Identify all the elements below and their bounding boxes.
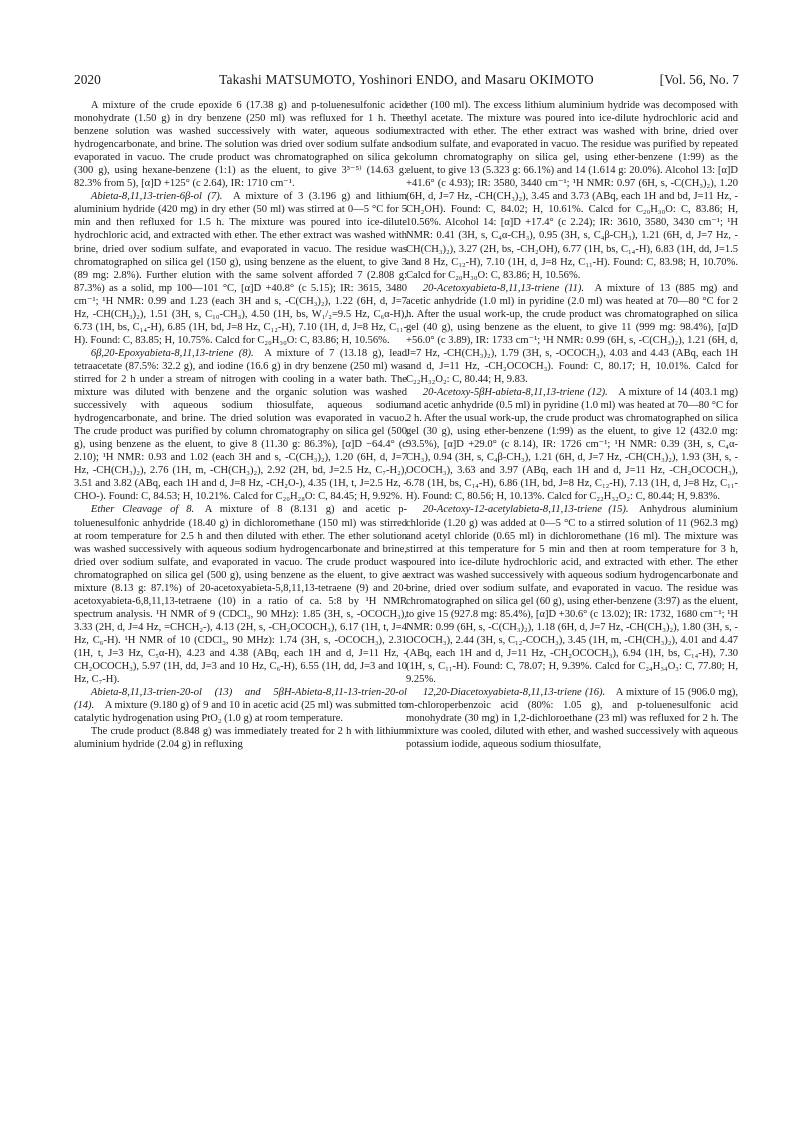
paragraph-text: A mixture of 3 (3.196 g) and lithium aluminium hydride (420 mg) in dry ether (50 ml) was stirred at 0—5 °C for 5 min and then refluxed for 1.5 h. The mixture was poured into ice-dilute hydrochloric acid, and extracted with ether. The ether extract was washed with brine, dried over sodium sulfate, and evaporated in vacuo. The residue was chromatographed on silica gel (150 g), using benzene as the eluent, to give 3 (89 mg: 2.8%). Further elution with the same solvent afforded 7 (2.808 g: 87.3%) as a solid, mp 100—101 °C, [α]D +40.8° (c 5.15); IR: 3615, 3480 cm⁻¹; ¹H NMR: 0.99 and 1.23 (each 3H and s, -C(CH₃)₂), 1.22 (6H, d, J=7 Hz, -CH(CH₃)₂), 1.51 (3H, s, C₁₀-CH₃), 4.50 (1H, bs, W₁/₂=9.5 Hz, C₆α-H), 6.73 (1H, bs, C₁₄-H), 6.85 (1H, bd, J=8 Hz, C₁₂-H), 7.10 (1H, d, J=8 Hz, C₁₁-H). Found: C, 83.85; H, 10.75%. Calcd for C₂₀H₃₀O: C, 83.86; H, 10.56%.: [74, 191, 407, 346]
paragraph-text: A mixture of 7 (13.18 g), lead tetraacetate (87.5%: 32.2 g), and iodine (16.6 g) in dry benzene (250 ml) was stirred for 2 h under a stream of nitrogen with cooling in a water bath. The mixture was diluted with benzene and the organic solution was washed successively with aqueous sodium thiosulfate, aqueous sodium hydrogencarbonate, and brine. The dried solution was evaporated in vacuo. The crude product was purified by column chromatography on silica gel (500 g), using benzene as the eluent, to give 8 (11.30 g: 86.3%), [α]D −64.4° (c 2.10); ¹H NMR: 0.93 and 1.02 (each 3H and s, -C(CH₃)₂), 1.20 (6H, d, J=7 Hz, -CH(CH₃)₂), 2.76 (1H, m, -CH(CH₃)₂), 2.92 (2H, bd, J=2.5 Hz, C₇-H₂), 3.51 and 3.82 (ABq, each 1H and d, J=8 Hz, -CH₂O-), 4.35 (1H, t, J=2.5 Hz, -CHO-). Found: C, 84.53; H, 10.21%. Calcd for C₂₀H₂₈O: C, 84.45; H, 9.92%.: [74, 347, 407, 503]
paragraph-text: The crude product (8.848 g) was immediately treated for 2 h with lithium aluminium hydride (2.04 g) in refluxing: [74, 726, 407, 751]
volume-issue: [Vol. 56, No. 7: [659, 72, 739, 87]
paragraph-text: ether (100 ml). The excess lithium aluminium hydride was decomposed with ethyl acetate. The mixture was poured into ice-dilute hydrochloric acid and extracted with ether. The ether extract was washed with brine, dried over sodium sulfate, and evaporated in vacuo. The residue was purified by repeated column chromatography on silica gel, using ether-benzene (1:99) as the eluent, to give 13 (5.323 g: 66.1%) and 14 (1.614 g: 20.0%). Alcohol 13: [α]D +41.6° (c 4.93); IR: 3580, 3440 cm⁻¹; ¹H NMR: 0.97 (6H, s, -C(CH₃)₂), 1.20 (6H, d, J=7 Hz, -CH(CH₃)₂), 3.45 and 3.73 (ABq, each 1H and bd, J=11 Hz, -CH₂OH). Found: C, 84.02; H, 10.61%. Calcd for C₂₀H₃₀O: C, 83.86; H, 10.56%. Alcohol 14: [α]D +17.4° (c 2.24); IR: 3610, 3580, 3430 cm⁻¹; ¹H NMR: 0.41 (3H, s, C₄α-CH₃), 0.95 (3H, s, C₄β-CH₃), 1.21 (6H, d, J=7 Hz, -CH(CH₃)₂), 3.27 (2H, bs, -CH₂OH), 6.77 (1H, bs, C₁₄-H), 6.83 (1H, dd, J=1.5 and 8 Hz, C₁₂-H), 7.10 (1H, d, J=8 Hz, C₁₁-H). Found: C, 83.98; H, 10.70%. Calcd for C₂₀H₃₀O: C, 83.86; H, 10.56%.: [406, 100, 738, 281]
paragraph-text: A mixture of the crude epoxide 6 (17.38 g) and p-toluenesulfonic acid monohydrate (1.50 g) in dry benzene (250 ml) was refluxed for 1 h. The benzene solution was washed successively with water, aqueous sodium hydrogencarbonate, and brine. The solution was dried over sodium sulfate and evaporated in vacuo. The crude product was chromatographed on silica gel (300 g), using hexane-benzene (1:1) as the eluent, to give 3³⁻⁵⁾ (14.63 g: 82.3% from 5), [α]D +125° (c 2.64), IR: 1710 cm⁻¹.: [74, 100, 407, 190]
left-text-column: [74, 99, 407, 751]
body-paragraph: [74, 725, 407, 751]
experimental-section: [74, 190, 407, 347]
paragraph-text: A mixture of 13 (885 mg) and acetic anhydride (1.0 ml) in pyridine (2.0 ml) was heated at 70—80 °C for 2 h. After the usual work-up, the crude product was chromatographed on silica gel (40 g), using benzene as the eluent, to give 11 (999 mg: 98.4%), [α]D +56.0° (c 3.89), IR: 1733 cm⁻¹; ¹H NMR: 0.99 (6H, s, -C(CH₃)₂), 1.21 (6H, d, J=7 Hz, -CH(CH₃)₂), 1.79 (3H, s, -OCOCH₃), 4.03 and 4.43 (ABq, each 1H and d, J=11 Hz, -CH₂OCOCH₃). Found: C, 80.17; H, 10.01%. Calcd for C₂₂H₃₂O₂: C, 80.44; H, 9.83.: [406, 282, 738, 385]
paragraph-text: A mixture (9.180 g) of 9 and 10 in acetic acid (25 ml) was submitted to catalytic hydrogenation using PtO₂ (1.0 g) at room temperature.: [74, 700, 407, 725]
experimental-section: [406, 686, 738, 751]
section-heading: Ether Cleavage of 8.: [90, 504, 195, 516]
running-header: [74, 72, 739, 90]
paragraph-text: A mixture of 15 (906.0 mg), m-chloroperbenzoic acid (80%: 1.05 g), and p-toluenesulfonic acid monohydrate (30 mg) in 1,2-dichloroethane (23 ml) was refluxed for 2 h. The mixture was cooled, diluted with ether, and washed successively with aqueous potassium iodide, aqueous sodium thiosulfate,: [406, 687, 738, 751]
experimental-section: [74, 686, 407, 725]
experimental-section: [406, 386, 738, 503]
paragraph-text: A mixture of 8 (8.131 g) and acetic p-toluenesulfonic anhydride (18.40 g) in dichloromethane (150 ml) was stirred at room temperature for 2.5 h and then diluted with ether. The ether solution was washed successively with aqueous sodium hydrogencarbonate and brine, dried over sodium sulfate, and evaporated in vacuo. The crude product was chromatographed on silica gel (500 g), using benzene as the eluent, to give a mixture (8.13 g: 87.1%) of 20-acetoxyabieta-5,8,11,13-tetraene (9) and 20-acetoxyabieta-6,8,11,13-tetraene (10) in a ratio of ca. 5:8 by ¹H NMR spectrum analysis. ¹H NMR of 9 (CDCl₃, 90 MHz): 1.85 (3H, s, -OCOCH₃), 3.33 (2H, d, J=4 Hz, =CHCH₂-), 4.13 (2H, s, -CH₂OCOCH₃), 6.17 (1H, t, J=4 Hz, C₆-H). ¹H NMR of 10 (CDCl₃, 90 MHz): 1.74 (3H, s, -OCOCH₃), 2.31 (1H, t, J=3 Hz, C₅α-H), 4.23 and 4.38 (ABq, each 1H and d, J=11 Hz, -CH₂OCOCH₃), 5.97 (1H, dd, J=3 and 10 Hz, C₆-H), 6.55 (1H, dd, J=3 and 10 Hz, C₇-H).: [74, 504, 407, 686]
body-paragraph: [406, 99, 738, 282]
paragraph-text: A mixture of 14 (403.1 mg) and acetic anhydride (0.5 ml) in pyridine (1.0 ml) was heated at 70—80 °C for 2 h. After the usual work-up, the crude product was chromatographed on silica gel (30 g), using ether-benzene (1:99) as the eluent, to give 12 (432.0 mg: 93.5%), [α]D +29.0° (c 8.14), IR: 1726 cm⁻¹; ¹H NMR: 0.39 (3H, s, C₄α-CH₃), 0.94 (3H, s, C₄β-CH₃), 1.21 (6H, d, J=7 Hz, -CH(CH₃)₂), 1.93 (3H, s, -OCOCH₃), 3.63 and 3.97 (ABq, each 1H and d, J=11 Hz, -CH₂OCOCH₃), 6.78 (1H, bs, C₁₄-H), 6.86 (1H, bd, J=8 Hz, C₁₂-H), 7.13 (1H, d, J=8 Hz, C₁₁-H). Found: C, 80.56; H, 10.13%. Calcd for C₂₂H₃₂O₂: C, 80.44; H, 9.83%.: [406, 387, 738, 503]
experimental-section: [406, 282, 738, 386]
section-heading: Abieta-8,11,13-trien-20-ol (13) and 5βH-Abieta-8,11-13-trien-20-ol (14).: [74, 687, 407, 712]
section-heading: 20-Acetoxyabieta-8,11,13-triene (11).: [422, 282, 585, 294]
section-heading: 12,20-Diacetoxyabieta-8,11,13-triene (16).: [422, 687, 606, 699]
section-heading: 6β,20-Epoxyabieta-8,11,13-triene (8).: [90, 347, 254, 359]
experimental-section: [74, 347, 407, 504]
section-heading: 20-Acetoxy-12-acetylabieta-8,11,13-triene (15).: [422, 504, 629, 516]
section-heading: 20-Acetoxy-5βH-abieta-8,11,13-triene (12).: [422, 387, 608, 399]
paragraph-text: Anhydrous aluminium chloride (1.20 g) was added at 0—5 °C to a stirred solution of 11 (962.3 mg) and acetyl chloride (0.65 ml) in dichloromethane (16 ml). The mixture was stirred at this temperature for 5 min and then at room temperature for 3 h, poured into ice-dilute hydrochloric acid, and extracted with ether. The ether extract was washed successively with aqueous sodium hydrogencarbonate and brine, dried over sodium sulfate, and evaporated in vacuo. The residue was chromatographed on silica gel (60 g), using ether-benzene (3:97) as the eluent, to give 15 (927.8 mg: 85.4%), [α]D +30.6° (c 13.02); IR: 1732, 1680 cm⁻¹; ¹H NMR: 0.99 (6H, s, -C(CH₃)₂), 1.18 (6H, d, J=7 Hz, -CH(CH₃)₂), 1.80 (3H, s, -OCOCH₃), 2.44 (3H, s, C₁₂-COCH₃), 3.45 (1H, m, -CH(CH₃)₂), 4.01 and 4.47 (ABq, each 1H and d, J=11 Hz, -CH₂OCOCH₃), 6.94 (1H, bs, C₁₄-H), 7.30 (1H, s, C₁₁-H). Found: C, 78.07; H, 9.39%. Calcd for C₂₄H₃₄O₃: C, 77.80; H, 9.25%.: [406, 504, 738, 686]
running-authors: Takashi MATSUMOTO, Yoshinori ENDO, and Masaru OKIMOTO: [219, 72, 594, 87]
page-number: 2020: [74, 72, 101, 87]
body-paragraph: [74, 99, 407, 190]
section-heading: Abieta-8,11,13-trien-6β-ol (7).: [90, 191, 223, 203]
right-text-column: [406, 99, 738, 751]
experimental-section: [406, 503, 738, 686]
experimental-section: [74, 503, 407, 686]
